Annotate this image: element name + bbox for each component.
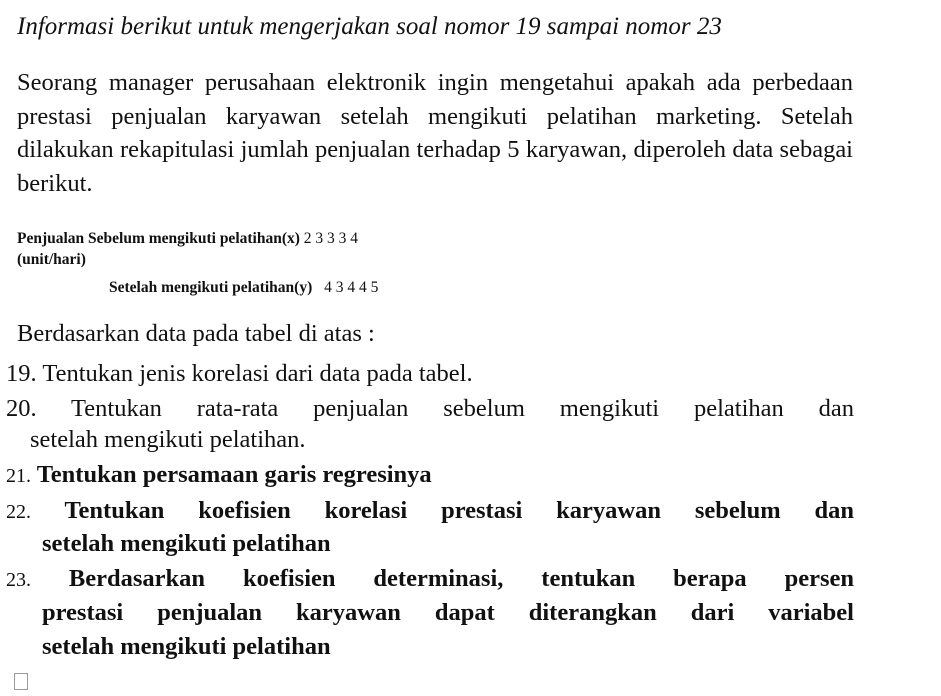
table-row-x <box>17 230 358 248</box>
table-row-x-label: Penjualan Sebelum mengikuti pelatihan(x) <box>17 230 300 247</box>
table-row-y-label: Setelah mengikuti pelatihan(y) <box>109 279 313 296</box>
lead-in-text: Berdasarkan data pada tabel di atas : <box>17 320 375 347</box>
section-heading: Informasi berikut untuk mengerjakan soal nomor 19 sampai nomor 23 <box>17 13 722 40</box>
table-row-y-values: 4 3 4 4 5 <box>324 279 379 296</box>
question-number: 22. <box>6 501 31 523</box>
question-number: 19. <box>6 360 37 387</box>
question-text-line-1: Tentukan rata-rata penjualan sebelum mengikuti pelatihan dan <box>71 395 854 422</box>
question-number: 23. <box>6 569 31 591</box>
question-23 <box>6 563 854 596</box>
question-20 <box>6 393 854 425</box>
answer-checkbox[interactable] <box>14 673 28 690</box>
question-number: 20. <box>6 395 37 422</box>
question-19 <box>6 358 854 390</box>
question-text: Tentukan persamaan garis regresinya <box>36 461 432 488</box>
question-20-continuation: setelah mengikuti pelatihan. <box>30 426 306 453</box>
table-unit-label: (unit/hari) <box>17 251 86 268</box>
table-row-y <box>109 279 378 297</box>
question-text-line-1: Tentukan koefisien korelasi prestasi karyawan sebelum dan <box>64 497 854 524</box>
intro-paragraph <box>17 66 853 200</box>
question-21 <box>6 459 432 492</box>
question-23-continuation-2: setelah mengikuti pelatihan <box>42 633 331 660</box>
intro-text: Seorang manager perusahaan elektronik ingin mengetahui apakah ada perbedaan prestasi penjualan karyawan setelah mengikuti pelatihan marketing. Setelah dilakukan rekapitulasi jumlah penjualan terhadap 5 karyawan, diperoleh data sebagai berikut. <box>17 69 853 197</box>
table-row-x-values: 2 3 3 3 4 <box>303 230 359 247</box>
question-22 <box>6 495 854 528</box>
question-number: 21. <box>6 465 31 487</box>
question-22-continuation: setelah mengikuti pelatihan <box>42 530 331 557</box>
question-text: Tentukan jenis korelasi dari data pada tabel. <box>42 360 473 387</box>
question-text-line-1: Berdasarkan koefisien determinasi, tentukan berapa persen <box>68 565 854 592</box>
question-23-continuation-1: prestasi penjualan karyawan dapat diterangkan dari variabel <box>42 599 854 626</box>
